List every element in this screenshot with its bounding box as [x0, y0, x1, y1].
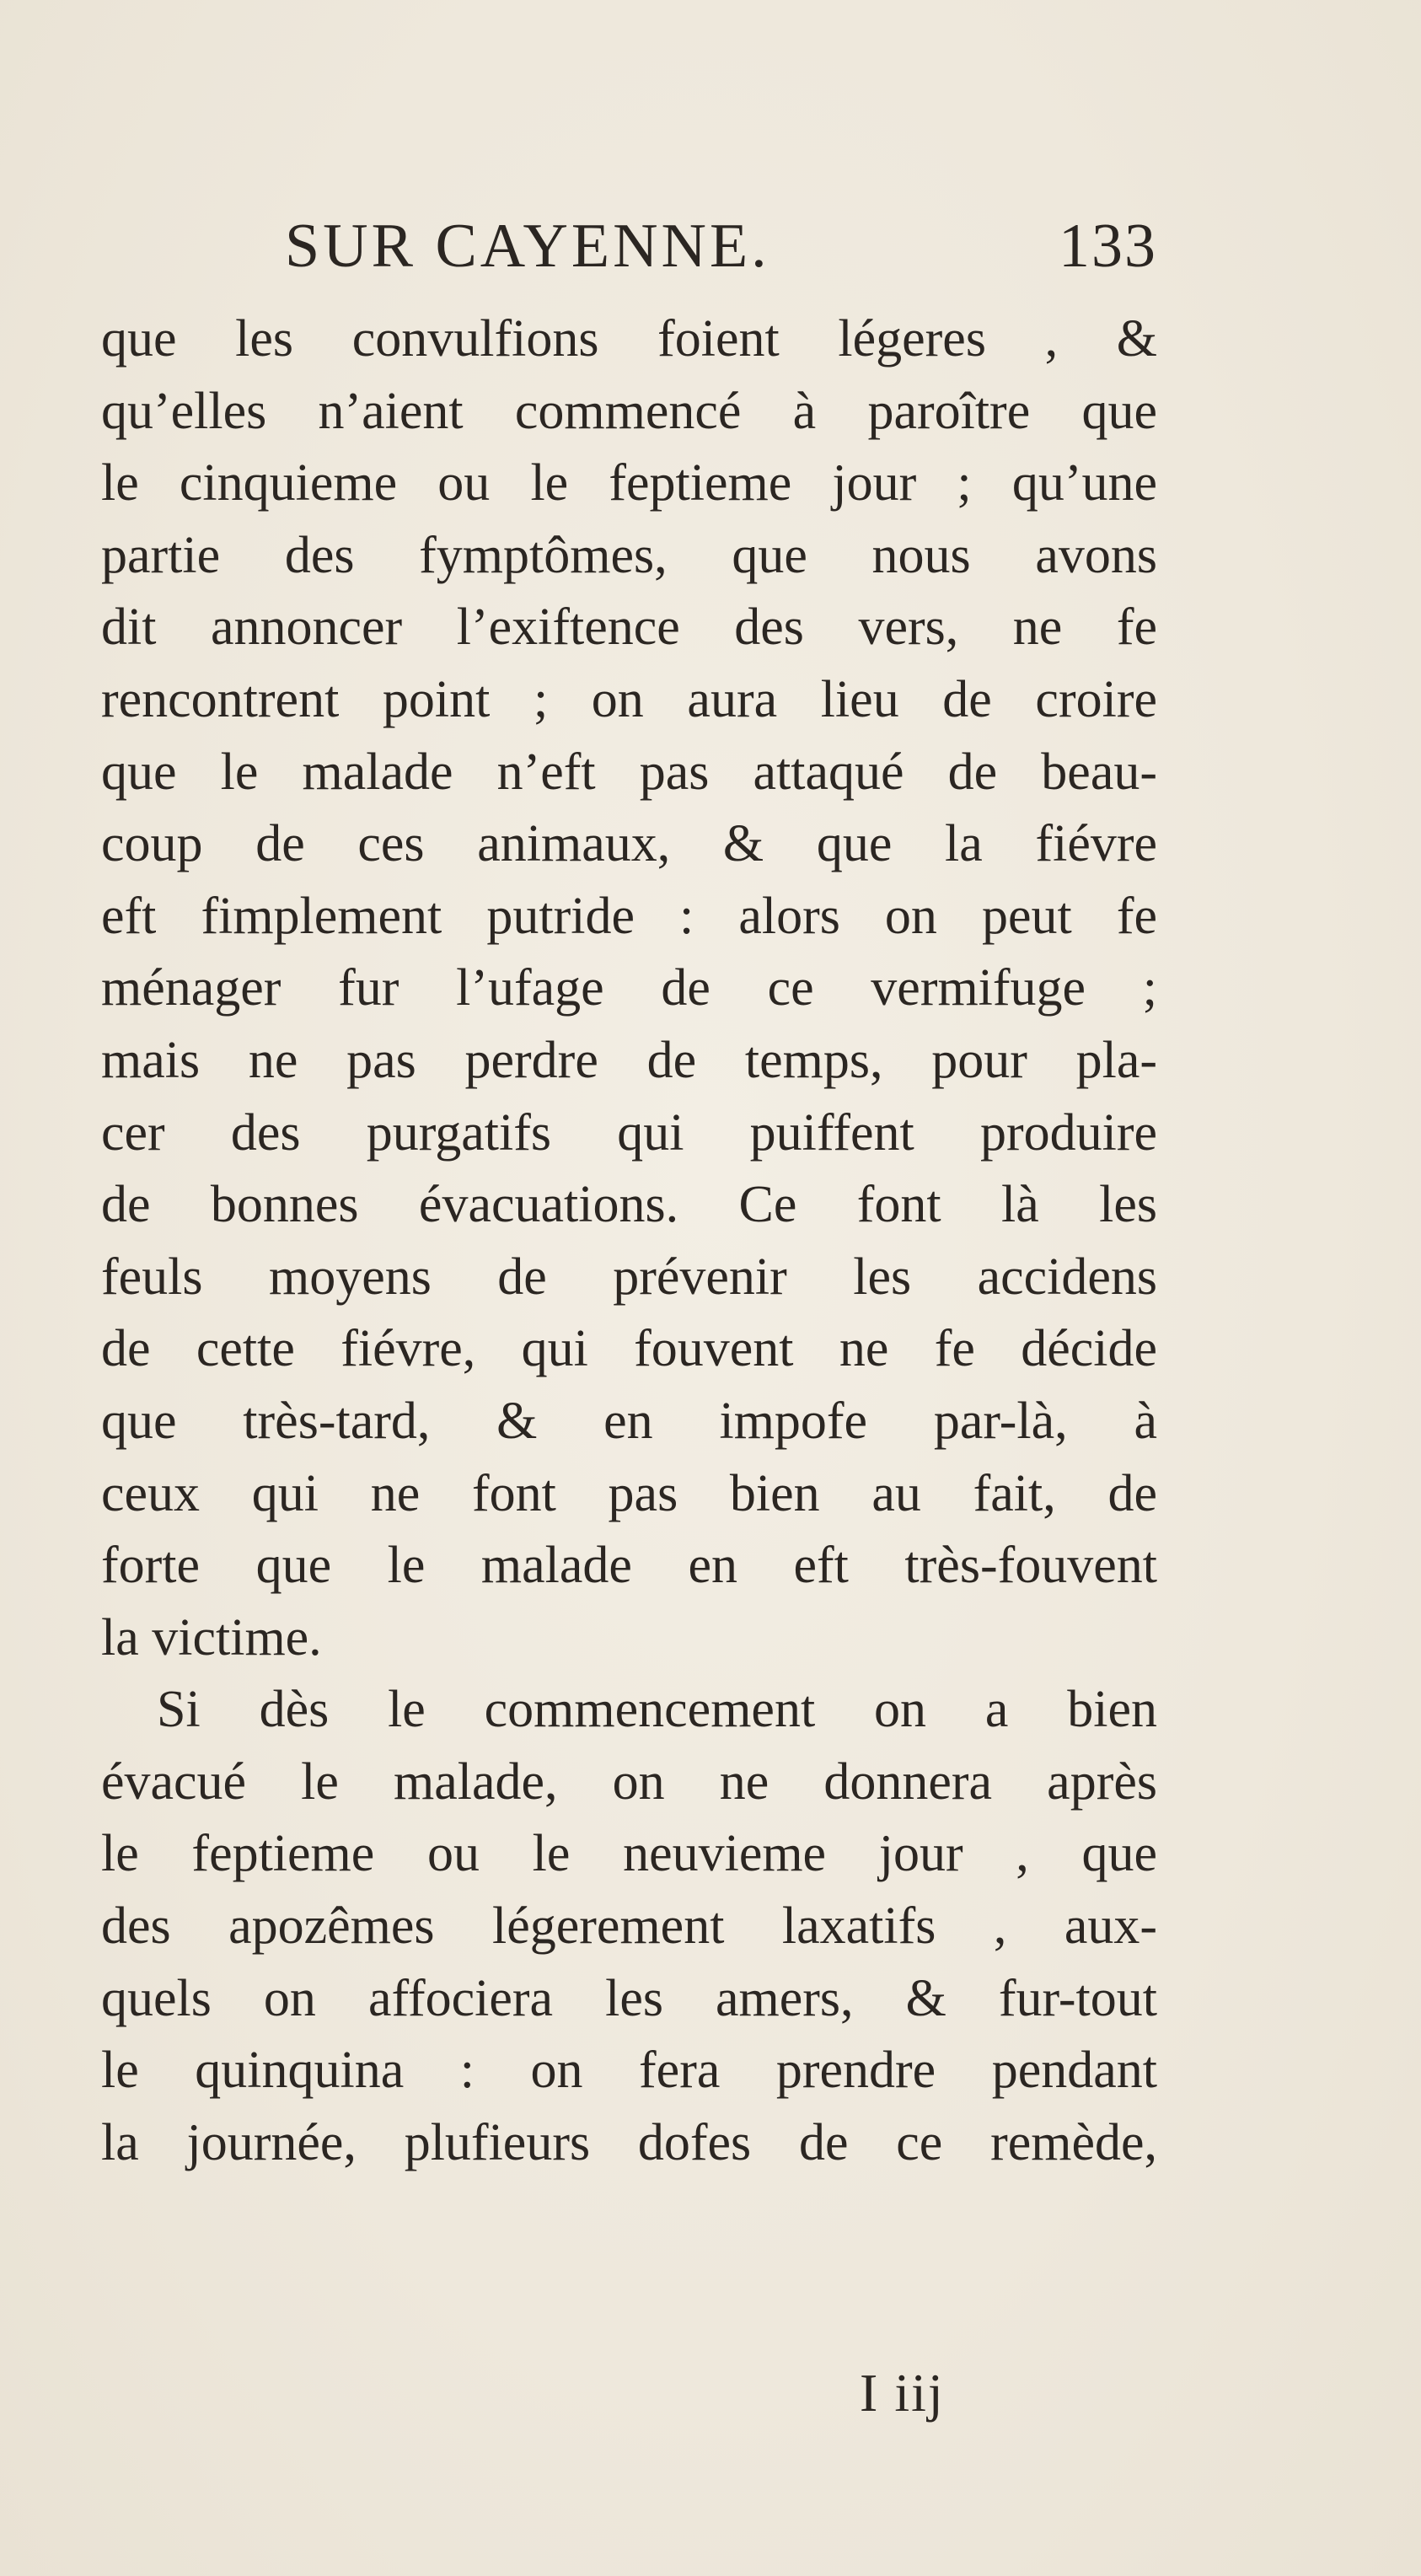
text-line: de bonnes évacuations. Ce font là les — [101, 1176, 1157, 1234]
text-line: le cinquieme ou le feptieme jour ; qu’une — [101, 454, 1157, 513]
text-line: ménager fur l’ufage de ce vermifuge ; — [101, 959, 1157, 1017]
text-line: la victime. — [101, 1608, 322, 1666]
text-line: feuls moyens de prévenir les accidens — [101, 1248, 1157, 1306]
text-line: le quinquina : on fera prendre pendant — [101, 2042, 1157, 2100]
text-line: partie des fymptômes, que nous avons — [101, 526, 1157, 584]
running-head-title: SUR CAYENNE. — [285, 212, 770, 281]
page-number: 133 — [1059, 212, 1157, 281]
text-line: eft fimplement putride : alors on peut fe — [101, 887, 1157, 945]
text-line: Si dès le commencement on a bien — [157, 1681, 1157, 1739]
text-line: dit annoncer l’exiftence des vers, ne fe — [101, 598, 1157, 657]
text-line: la journée, plufieurs dofes de ce remède, — [101, 2113, 1157, 2171]
text-line: coup de ces animaux, & que la fiévre — [101, 815, 1157, 873]
text-line: quels on affociera les amers, & fur-tout — [101, 1969, 1157, 2027]
text-line: de cette fiévre, qui fouvent ne fe décide — [101, 1320, 1157, 1378]
text-line: rencontrent point ; on aura lieu de croire — [101, 670, 1157, 728]
text-line: qu’elles n’aient commencé à paroître que — [101, 382, 1157, 440]
running-head — [285, 211, 1157, 281]
text-line: cer des purgatifs qui puiffent produire — [101, 1103, 1157, 1162]
text-line: que le malade n’eft pas attaqué de beau- — [101, 743, 1157, 801]
text-line: que les convulfions foient légeres , & — [101, 310, 1157, 368]
text-line: des apozêmes légerement laxatifs , aux- — [101, 1897, 1157, 1956]
text-line: évacué le malade, on ne donnera après — [101, 1752, 1157, 1811]
text-line: le feptieme ou le neuvieme jour , que — [101, 1825, 1157, 1883]
body-text — [101, 303, 1157, 2179]
signature-mark: I iij — [860, 2363, 945, 2423]
text-line: mais ne pas perdre de temps, pour pla- — [101, 1031, 1157, 1089]
text-line: forte que le malade en eft très-fouvent — [101, 1537, 1157, 1595]
text-line: que très-tard, & en impofe par-là, à — [101, 1392, 1157, 1450]
paragraph-1 — [101, 303, 1157, 1674]
text-line: ceux qui ne font pas bien au fait, de — [101, 1464, 1157, 1522]
paragraph-2 — [101, 1674, 1157, 2179]
